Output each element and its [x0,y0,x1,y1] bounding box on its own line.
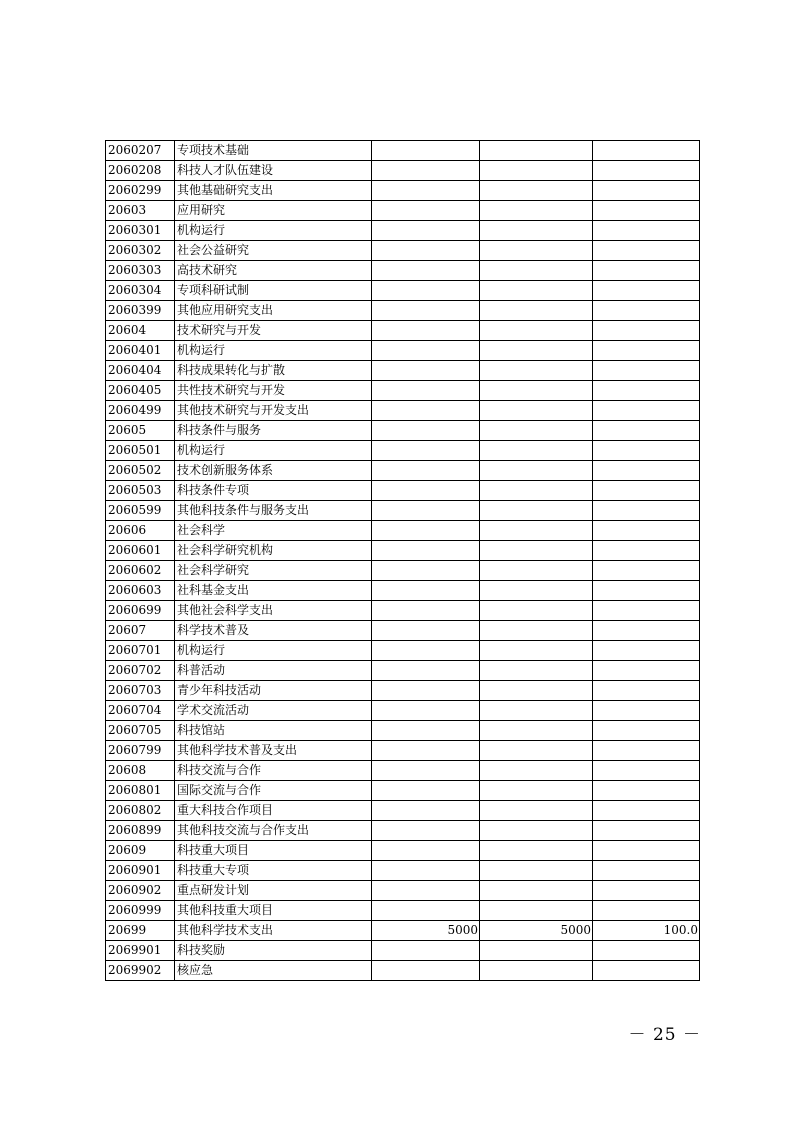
row-name-cell: 机构运行 [175,441,372,461]
row-value-2-cell [480,301,593,321]
row-value-3-cell [593,801,700,821]
row-value-3-cell [593,881,700,901]
row-value-2-cell [480,801,593,821]
row-value-1-cell [372,461,480,481]
row-value-2-cell [480,201,593,221]
row-code-cell: 2060208 [106,161,175,181]
table-row [106,821,700,841]
row-code-cell: 2060699 [106,601,175,621]
row-value-3-cell [593,161,700,181]
row-value-2-cell [480,461,593,481]
table-row [106,261,700,281]
row-value-3-cell [593,861,700,881]
row-code-cell: 2060501 [106,441,175,461]
row-name-cell: 共性技术研究与开发 [175,381,372,401]
row-name-cell: 科技人才队伍建设 [175,161,372,181]
table-row [106,901,700,921]
row-value-1-cell [372,381,480,401]
row-name-cell: 科技条件专项 [175,481,372,501]
row-name-cell: 国际交流与合作 [175,781,372,801]
table-row [106,461,700,481]
row-name-cell: 其他科学技术普及支出 [175,741,372,761]
row-value-1-cell [372,561,480,581]
table-row [106,941,700,961]
table-row [106,381,700,401]
row-name-cell: 其他技术研究与开发支出 [175,401,372,421]
row-name-cell: 其他科学技术支出 [175,921,372,941]
row-value-2-cell [480,821,593,841]
table-row [106,321,700,341]
row-value-2-cell [480,341,593,361]
table-row [106,621,700,641]
row-code-cell: 2060401 [106,341,175,361]
table-row [106,181,700,201]
row-code-cell: 2060999 [106,901,175,921]
table-row [106,961,700,981]
row-value-3-cell [593,741,700,761]
row-code-cell: 2060405 [106,381,175,401]
row-value-1-cell [372,441,480,461]
row-value-3-cell [593,841,700,861]
table-row [106,361,700,381]
row-name-cell: 其他科技条件与服务支出 [175,501,372,521]
table-row [106,341,700,361]
row-name-cell: 青少年科技活动 [175,681,372,701]
row-value-3-cell [593,601,700,621]
row-code-cell: 2060303 [106,261,175,281]
budget-table [105,140,700,981]
row-value-1-cell [372,661,480,681]
table-row [106,921,700,941]
row-code-cell: 2060802 [106,801,175,821]
row-code-cell: 2060901 [106,861,175,881]
row-name-cell: 科技成果转化与扩散 [175,361,372,381]
table-row [106,761,700,781]
row-name-cell: 重点研发计划 [175,881,372,901]
row-value-3-cell [593,761,700,781]
table-row [106,201,700,221]
row-value-2-cell [480,701,593,721]
row-value-3-cell [593,701,700,721]
row-value-3-cell [593,321,700,341]
row-value-1-cell [372,261,480,281]
row-value-2-cell [480,761,593,781]
row-code-cell: 2060899 [106,821,175,841]
row-value-3-cell [593,641,700,661]
row-code-cell: 2069901 [106,941,175,961]
table-row [106,301,700,321]
row-code-cell: 2060207 [106,141,175,161]
row-name-cell: 社会科学研究机构 [175,541,372,561]
row-value-1-cell [372,481,480,501]
row-value-2-cell [480,961,593,981]
table-row [106,521,700,541]
row-value-2-cell [480,641,593,661]
table-row [106,281,700,301]
row-name-cell: 核应急 [175,961,372,981]
row-value-2-cell [480,281,593,301]
row-name-cell: 科技奖励 [175,941,372,961]
table-row [106,241,700,261]
row-value-1-cell [372,801,480,821]
row-value-2-cell [480,561,593,581]
row-value-2-cell [480,901,593,921]
row-value-3-cell [593,281,700,301]
row-value-1-cell [372,721,480,741]
row-code-cell: 2060704 [106,701,175,721]
row-code-cell: 2060302 [106,241,175,261]
row-value-1-cell [372,161,480,181]
row-name-cell: 技术研究与开发 [175,321,372,341]
row-code-cell: 20609 [106,841,175,861]
row-value-2-cell [480,221,593,241]
row-name-cell: 其他科技交流与合作支出 [175,821,372,841]
row-code-cell: 2060503 [106,481,175,501]
row-value-3-cell [593,481,700,501]
row-value-1-cell [372,301,480,321]
row-value-2-cell [480,361,593,381]
row-value-1-cell [372,681,480,701]
table-row [106,141,700,161]
row-code-cell: 20699 [106,921,175,941]
row-code-cell: 2060601 [106,541,175,561]
row-code-cell: 2060902 [106,881,175,901]
row-value-1-cell [372,821,480,841]
row-name-cell: 科学技术普及 [175,621,372,641]
row-value-2-cell [480,381,593,401]
row-value-1-cell [372,961,480,981]
row-value-1-cell [372,901,480,921]
row-value-1-cell [372,241,480,261]
table-row [106,881,700,901]
row-value-2-cell [480,681,593,701]
row-value-1-cell [372,401,480,421]
table-row [106,681,700,701]
row-value-3-cell [593,521,700,541]
table-row [106,441,700,461]
table-row [106,601,700,621]
row-value-1-cell [372,281,480,301]
row-name-cell: 应用研究 [175,201,372,221]
table-row [106,721,700,741]
row-value-1-cell [372,421,480,441]
row-value-3-cell [593,361,700,381]
table-row [106,861,700,881]
row-value-1-cell [372,141,480,161]
row-name-cell: 科技重大专项 [175,861,372,881]
row-value-3-cell: 100.0 [593,921,700,941]
row-name-cell: 学术交流活动 [175,701,372,721]
row-name-cell: 科技馆站 [175,721,372,741]
row-value-3-cell [593,341,700,361]
row-value-2-cell [480,261,593,281]
row-value-3-cell [593,961,700,981]
row-value-3-cell [593,401,700,421]
row-value-2-cell [480,321,593,341]
row-value-3-cell [593,781,700,801]
row-value-2-cell [480,601,593,621]
row-name-cell: 专项科研试制 [175,281,372,301]
row-value-3-cell [593,561,700,581]
table-row [106,581,700,601]
table-row [106,741,700,761]
row-name-cell: 社科基金支出 [175,581,372,601]
row-code-cell: 2060404 [106,361,175,381]
row-value-3-cell [593,581,700,601]
row-code-cell: 2060602 [106,561,175,581]
row-value-1-cell [372,641,480,661]
row-value-2-cell [480,581,593,601]
row-value-3-cell [593,221,700,241]
table-row [106,561,700,581]
row-value-3-cell [593,141,700,161]
row-value-1-cell [372,221,480,241]
table-row [106,801,700,821]
row-value-2-cell [480,861,593,881]
row-value-1-cell [372,741,480,761]
row-value-3-cell [593,421,700,441]
row-value-2-cell [480,141,593,161]
row-value-1-cell [372,181,480,201]
row-value-3-cell [593,301,700,321]
row-code-cell: 20607 [106,621,175,641]
row-name-cell: 其他应用研究支出 [175,301,372,321]
row-name-cell: 机构运行 [175,221,372,241]
row-value-1-cell [372,941,480,961]
row-value-1-cell [372,761,480,781]
table-row [106,221,700,241]
row-value-1-cell [372,701,480,721]
row-value-1-cell [372,201,480,221]
row-code-cell: 2060299 [106,181,175,201]
table-row [106,501,700,521]
row-value-2-cell [480,481,593,501]
row-value-2-cell [480,421,593,441]
row-value-2-cell [480,741,593,761]
row-code-cell: 20604 [106,321,175,341]
table-row [106,161,700,181]
row-name-cell: 机构运行 [175,341,372,361]
row-code-cell: 2060304 [106,281,175,301]
row-code-cell: 2060502 [106,461,175,481]
row-value-3-cell [593,261,700,281]
row-value-3-cell [593,381,700,401]
row-value-2-cell [480,661,593,681]
row-name-cell: 高技术研究 [175,261,372,281]
row-code-cell: 2060703 [106,681,175,701]
row-value-2-cell [480,781,593,801]
row-code-cell: 2060599 [106,501,175,521]
row-value-3-cell [593,501,700,521]
row-name-cell: 科技条件与服务 [175,421,372,441]
row-value-3-cell [593,181,700,201]
row-value-3-cell [593,941,700,961]
row-value-3-cell [593,681,700,701]
row-code-cell: 2060801 [106,781,175,801]
row-value-2-cell [480,841,593,861]
table-row [106,481,700,501]
row-value-3-cell [593,621,700,641]
page-number: － 25 － [628,1025,701,1045]
row-name-cell: 其他社会科学支出 [175,601,372,621]
row-value-1-cell [372,541,480,561]
row-value-3-cell [593,721,700,741]
table-row [106,421,700,441]
row-name-cell: 专项技术基础 [175,141,372,161]
row-value-1-cell [372,781,480,801]
row-value-1-cell [372,861,480,881]
row-value-2-cell [480,401,593,421]
row-value-1-cell [372,621,480,641]
row-name-cell: 其他科技重大项目 [175,901,372,921]
row-value-3-cell [593,241,700,261]
row-code-cell: 20608 [106,761,175,781]
row-code-cell: 2069902 [106,961,175,981]
row-value-1-cell [372,881,480,901]
row-value-2-cell [480,501,593,521]
table-row [106,401,700,421]
row-code-cell: 2060499 [106,401,175,421]
row-code-cell: 2060705 [106,721,175,741]
table-row [106,641,700,661]
row-code-cell: 20605 [106,421,175,441]
row-name-cell: 重大科技合作项目 [175,801,372,821]
row-value-1-cell [372,501,480,521]
row-value-2-cell [480,161,593,181]
row-value-2-cell [480,941,593,961]
row-code-cell: 2060701 [106,641,175,661]
row-value-1-cell [372,341,480,361]
row-code-cell: 2060799 [106,741,175,761]
row-value-2-cell [480,621,593,641]
row-value-2-cell [480,881,593,901]
budget-table-body [106,141,700,981]
row-value-1-cell [372,521,480,541]
row-value-3-cell [593,541,700,561]
row-code-cell: 20603 [106,201,175,221]
table-row [106,781,700,801]
row-name-cell: 社会公益研究 [175,241,372,261]
row-code-cell: 2060702 [106,661,175,681]
row-value-3-cell [593,661,700,681]
row-value-2-cell [480,241,593,261]
row-value-2-cell [480,441,593,461]
row-name-cell: 机构运行 [175,641,372,661]
table-row [106,841,700,861]
row-name-cell: 科技重大项目 [175,841,372,861]
row-value-2-cell: 5000 [480,921,593,941]
row-value-1-cell [372,321,480,341]
table-row [106,541,700,561]
row-value-1-cell [372,581,480,601]
row-code-cell: 20606 [106,521,175,541]
row-value-3-cell [593,201,700,221]
row-value-3-cell [593,461,700,481]
row-value-3-cell [593,821,700,841]
row-value-1-cell [372,601,480,621]
row-name-cell: 技术创新服务体系 [175,461,372,481]
row-code-cell: 2060603 [106,581,175,601]
table-row [106,661,700,681]
row-value-1-cell: 5000 [372,921,480,941]
row-value-3-cell [593,441,700,461]
row-value-3-cell [593,901,700,921]
row-value-1-cell [372,841,480,861]
row-value-2-cell [480,721,593,741]
row-value-2-cell [480,541,593,561]
row-value-2-cell [480,181,593,201]
row-name-cell: 科普活动 [175,661,372,681]
row-value-2-cell [480,521,593,541]
row-code-cell: 2060301 [106,221,175,241]
row-name-cell: 社会科学 [175,521,372,541]
row-name-cell: 社会科学研究 [175,561,372,581]
row-name-cell: 科技交流与合作 [175,761,372,781]
table-row [106,701,700,721]
row-value-1-cell [372,361,480,381]
row-code-cell: 2060399 [106,301,175,321]
row-name-cell: 其他基础研究支出 [175,181,372,201]
